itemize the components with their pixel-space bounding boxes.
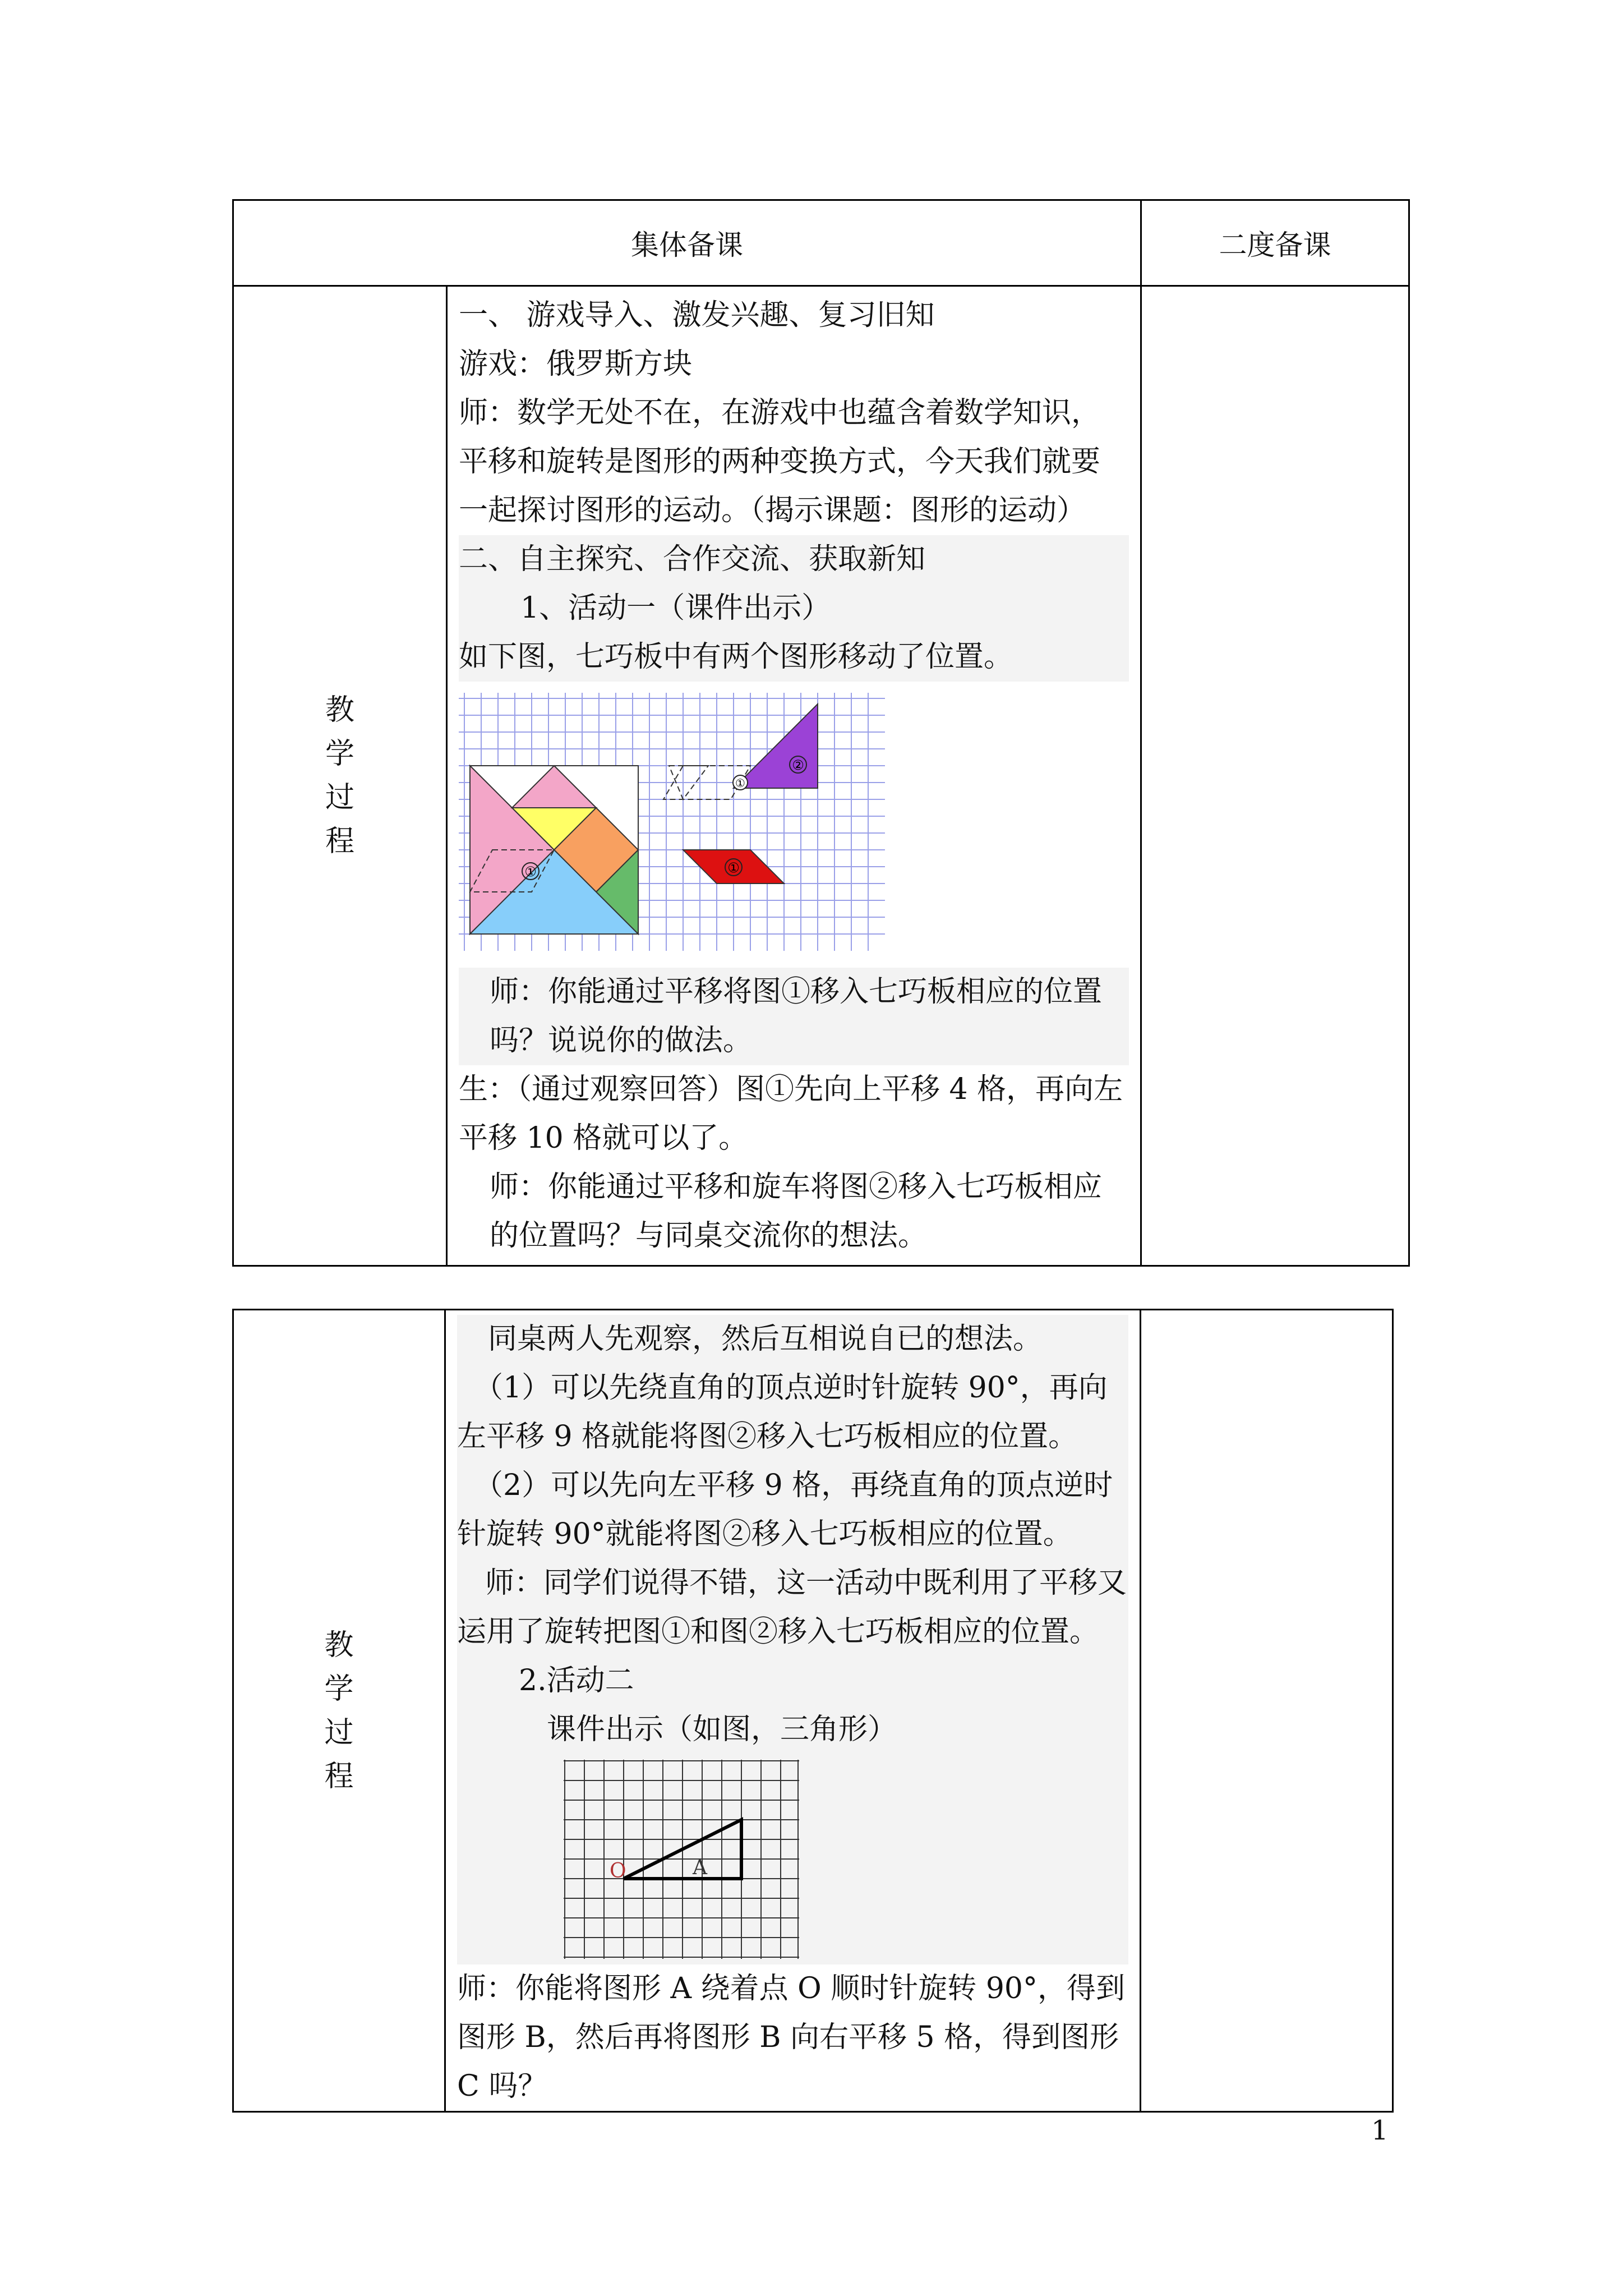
content-cell	[445, 1310, 1141, 2112]
piece-2-purple-triangle	[734, 704, 818, 788]
piece-1-ghost-label: ①	[735, 776, 745, 790]
second-prep-cell	[1141, 286, 1409, 1266]
side-char: 教	[325, 693, 354, 727]
header-second-prep: 二度备课	[1141, 200, 1409, 286]
tangram-square	[470, 766, 638, 934]
piece-1-label: ①	[727, 860, 740, 876]
header-collective-prep: 集体备课	[233, 200, 1141, 286]
paragraph: 游戏：俄罗斯方块	[459, 347, 693, 381]
lesson-table-2	[232, 1309, 1394, 2113]
side-char: 教	[324, 1628, 354, 1662]
piece-2-label: ②	[792, 757, 804, 773]
rotation-grid-figure	[564, 1760, 799, 1959]
paragraph: 如下图，七巧板中有两个图形移动了位置。	[459, 633, 1129, 682]
point-O-label: O	[610, 1860, 626, 1883]
side-label-teaching-process	[233, 1310, 445, 2112]
shape-A-label: A	[693, 1856, 707, 1879]
content-cell	[447, 286, 1141, 1266]
side-char: 学	[324, 1672, 354, 1706]
paragraph: 生：（通过观察回答）图①先向上平移 4 格，再向左平移 10 格就可以了。	[459, 1073, 1123, 1155]
tangram-figure	[459, 693, 885, 951]
paragraph: 同桌两人先观察，然后互相说自已的想法。	[457, 1315, 1128, 1364]
paragraph: 课件出示（如图，三角形）	[457, 1705, 1128, 1754]
paragraph: （1）可以先绕直角的顶点逆时针旋转 90°，再向左平移 9 格就能将图②移入七巧板相应的位置。	[457, 1364, 1128, 1461]
lesson-table-1	[232, 199, 1410, 1267]
page-number: 1	[1371, 2115, 1389, 2146]
side-char: 过	[324, 1715, 354, 1750]
side-label-teaching-process	[233, 286, 447, 1266]
side-char: 程	[324, 1759, 354, 1793]
paragraph: 师：你能通过平移和旋车将图②移入七巧板相应的位置吗？与同桌交流你的想法。	[490, 1170, 1103, 1253]
paragraph: 师：数学无处不在，在游戏中也蕴含着数学知识，平移和旋转是图形的两种变换方式，今天我们就要一起探讨图形的运动。（揭示课题：图形的运动）	[459, 396, 1101, 527]
side-char: 学	[325, 737, 354, 771]
paragraph: 师：你能通过平移将图①移入七巧板相应的位置吗？说说你的做法。	[459, 968, 1129, 1065]
paragraph: 师：你能将图形 A 绕着点 O 顺时针旋转 90°，得到图形 B，然后再将图形 B 向右平移 5 格，得到图形 C 吗？	[457, 1972, 1125, 2103]
paragraph: 1、活动一（课件出示）	[459, 584, 1129, 633]
side-char: 过	[325, 781, 354, 815]
piece-1-label-in-square: ①	[524, 864, 537, 880]
paragraph: 2.活动二	[457, 1657, 1128, 1705]
paragraph: 师：同学们说得不错，这一活动中既利用了平移又运用了旋转把图①和图②移入七巧板相应的位置。	[457, 1559, 1128, 1657]
side-char: 程	[325, 825, 354, 858]
paragraph: （2）可以先向左平移 9 格，再绕直角的顶点逆时针旋转 90°就能将图②移入七巧板相应的位置。	[457, 1461, 1128, 1559]
paragraph: 二、自主探究、合作交流、获取新知	[459, 535, 1129, 584]
second-prep-cell	[1141, 1310, 1393, 2112]
paragraph: 一、 游戏导入、激发兴趣、复习旧知	[459, 298, 935, 332]
